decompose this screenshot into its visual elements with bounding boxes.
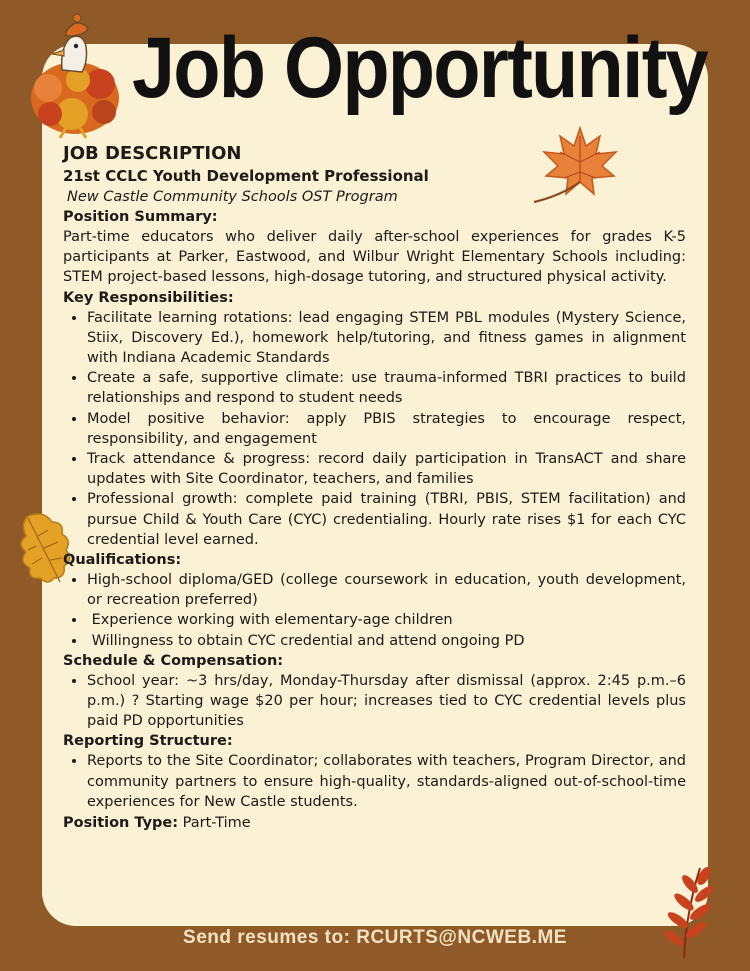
reporting-list <box>63 751 686 812</box>
list-item: • High-school diploma/GED (college coursework in education, youth development, or recreation preferred) <box>87 570 686 610</box>
list-item: • Reports to the Site Coordinator; collaborates with teachers, Program Director, and community partners to ensure high-quality, standards-aligned out-of-school-time experiences for New Castle students. <box>87 751 686 812</box>
section-label: JOB DESCRIPTION <box>63 143 242 164</box>
list-item: • Facilitate learning rotations: lead engaging STEM PBL modules (Mystery Science, Stiix, Discovery Ed.), homework help/tutoring, and fitness games in alignment with Indiana Academic Standards <box>87 308 686 369</box>
footer-contact: Send resumes to: RCURTS@NCWEB.ME <box>183 927 567 948</box>
job-title: 21st CCLC Youth Development Professional <box>63 167 429 185</box>
turkey-leaf-pile-icon <box>20 10 135 140</box>
list-item: • School year: ~3 hrs/day, Monday-Thursday after dismissal (approx. 2:45 p.m.–6 p.m.) ? Starting wage $20 per hour; increases tied to CYC credential levels plus paid PD opportunities <box>87 671 686 732</box>
program-name: New Castle Community Schools OST Program <box>67 189 398 205</box>
list-item: • Model positive behavior: apply PBIS strategies to encourage respect, responsibility, and engagement <box>87 409 686 449</box>
responsibilities-heading: Key Responsibilities: <box>63 289 234 306</box>
position-type-value: Part-Time <box>178 815 251 832</box>
schedule-heading: Schedule & Compensation: <box>63 652 284 669</box>
position-type <box>63 812 686 834</box>
responsibilities-list <box>63 308 686 550</box>
list-item: • Track attendance & progress: record daily participation in TransACT and share updates with Site Coordinator, teachers, and families <box>87 449 686 489</box>
summary-text: Part-time educators who deliver daily after-school experiences for grades K-5 participants at Parker, Eastwood, and Wilbur Wright Elementary Schools including: STEM project-based lessons, high-dosage tutoring, and structured physical activity. <box>63 229 686 286</box>
reporting-heading: Reporting Structure: <box>63 733 233 750</box>
job-description <box>63 143 686 834</box>
schedule-list <box>63 671 686 732</box>
list-item: • Experience working with elementary-age children <box>87 610 686 630</box>
position-type-label: Position Type: <box>63 815 179 832</box>
list-item: • Professional growth: complete paid training (TBRI, PBIS, STEM facilitation) and pursue Child & Youth Care (CYC) credentialing. Hourly rate rises $1 for each CYC credential level earned. <box>87 489 686 550</box>
summary-heading: Position Summary: <box>63 209 218 225</box>
page-title: Job Opportunity <box>132 20 707 116</box>
qualifications-list <box>63 570 686 651</box>
list-item: • Create a safe, supportive climate: use trauma-informed TBRI practices to build relationships and respond to student needs <box>87 368 686 408</box>
list-item: • Willingness to obtain CYC credential and attend ongoing PD <box>87 631 686 651</box>
qualifications-heading: Qualifications: <box>63 552 182 569</box>
